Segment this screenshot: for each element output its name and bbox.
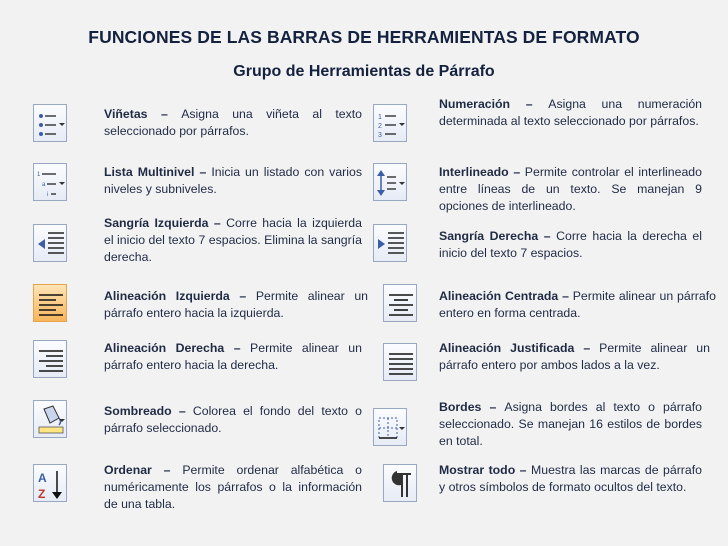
item-mostrar-todo: Mostrar todo – Muestra las marcas de párrafo y otros símbolos de formato ocultos del texto. bbox=[439, 463, 702, 494]
show-all-icon bbox=[383, 464, 417, 502]
numbering-icon bbox=[373, 104, 407, 142]
bullets-icon bbox=[33, 104, 67, 142]
item-lista-multinivel: Lista Multinivel – Inicia un listado con varios niveles y subniveles. bbox=[104, 165, 362, 196]
align-center-icon bbox=[383, 284, 417, 322]
item-ordenar: Ordenar – Permite ordenar alfabética o numéricamente los párrafos o la información de una tabla. bbox=[104, 463, 362, 511]
svg-text:2: 2 bbox=[378, 123, 382, 130]
item-alineacion-izquierda: Alineación Izquierda – Permite alinear un párrafo entero hacia la izquierda. bbox=[104, 289, 368, 320]
svg-text:A: A bbox=[38, 471, 47, 485]
svg-text:1: 1 bbox=[37, 172, 41, 178]
align-right-icon bbox=[33, 340, 67, 378]
item-sangria-izquierda: Sangría Izquierda – Corre hacia la izquierda el inicio del texto 7 espacios. Elimina la sangría derecha. bbox=[104, 216, 362, 264]
borders-icon bbox=[373, 408, 407, 446]
item-alineacion-justificada: Alineación Justificada – Permite alinear un párrafo entero por ambos lados a la vez. bbox=[439, 341, 710, 372]
item-alineacion-derecha: Alineación Derecha – Permite alinear un párrafo entero hacia la derecha. bbox=[104, 341, 362, 372]
page-subtitle: Grupo de Herramientas de Párrafo bbox=[233, 63, 495, 80]
item-interlineado: Interlineado – Permite controlar el interlineado entre líneas de un texto. Se manejan 9 opciones de interlineado. bbox=[439, 165, 702, 213]
increase-indent-icon bbox=[373, 224, 407, 262]
item-sangria-derecha: Sangría Derecha – Corre hacia la derecha el inicio del texto 7 espacios. bbox=[439, 229, 702, 260]
svg-text:a: a bbox=[42, 182, 46, 188]
decrease-indent-icon bbox=[33, 224, 67, 262]
item-numeracion: Numeración – Asigna una numeración determinada al texto seleccionado por párrafos. bbox=[439, 97, 702, 128]
align-left-icon bbox=[33, 284, 67, 322]
item-sombreado: Sombreado – Colorea el fondo del texto o párrafo seleccionado. bbox=[104, 404, 362, 435]
sort-icon bbox=[33, 464, 67, 502]
line-spacing-icon bbox=[373, 163, 407, 201]
svg-text:Z: Z bbox=[38, 487, 46, 501]
page-title: FUNCIONES DE LAS BARRAS DE HERRAMIENTAS DE FORMATO bbox=[88, 27, 640, 47]
shading-icon bbox=[33, 400, 67, 438]
item-bordes: Bordes – Asigna bordes al texto o párrafo seleccionado. Se manejan 16 estilos de bordes en total. bbox=[439, 400, 702, 448]
svg-text:i: i bbox=[47, 192, 49, 198]
svg-text:3: 3 bbox=[378, 132, 382, 139]
item-alineacion-centrada: Alineación Centrada – Permite alinear un párrafo entero en forma centrada. bbox=[439, 289, 716, 320]
svg-text:1: 1 bbox=[378, 114, 382, 121]
multilevel-list-icon bbox=[33, 163, 67, 201]
justify-icon bbox=[383, 343, 417, 381]
item-vinetas: Viñetas – Asigna una viñeta al texto seleccionado por párrafos. bbox=[104, 107, 362, 138]
